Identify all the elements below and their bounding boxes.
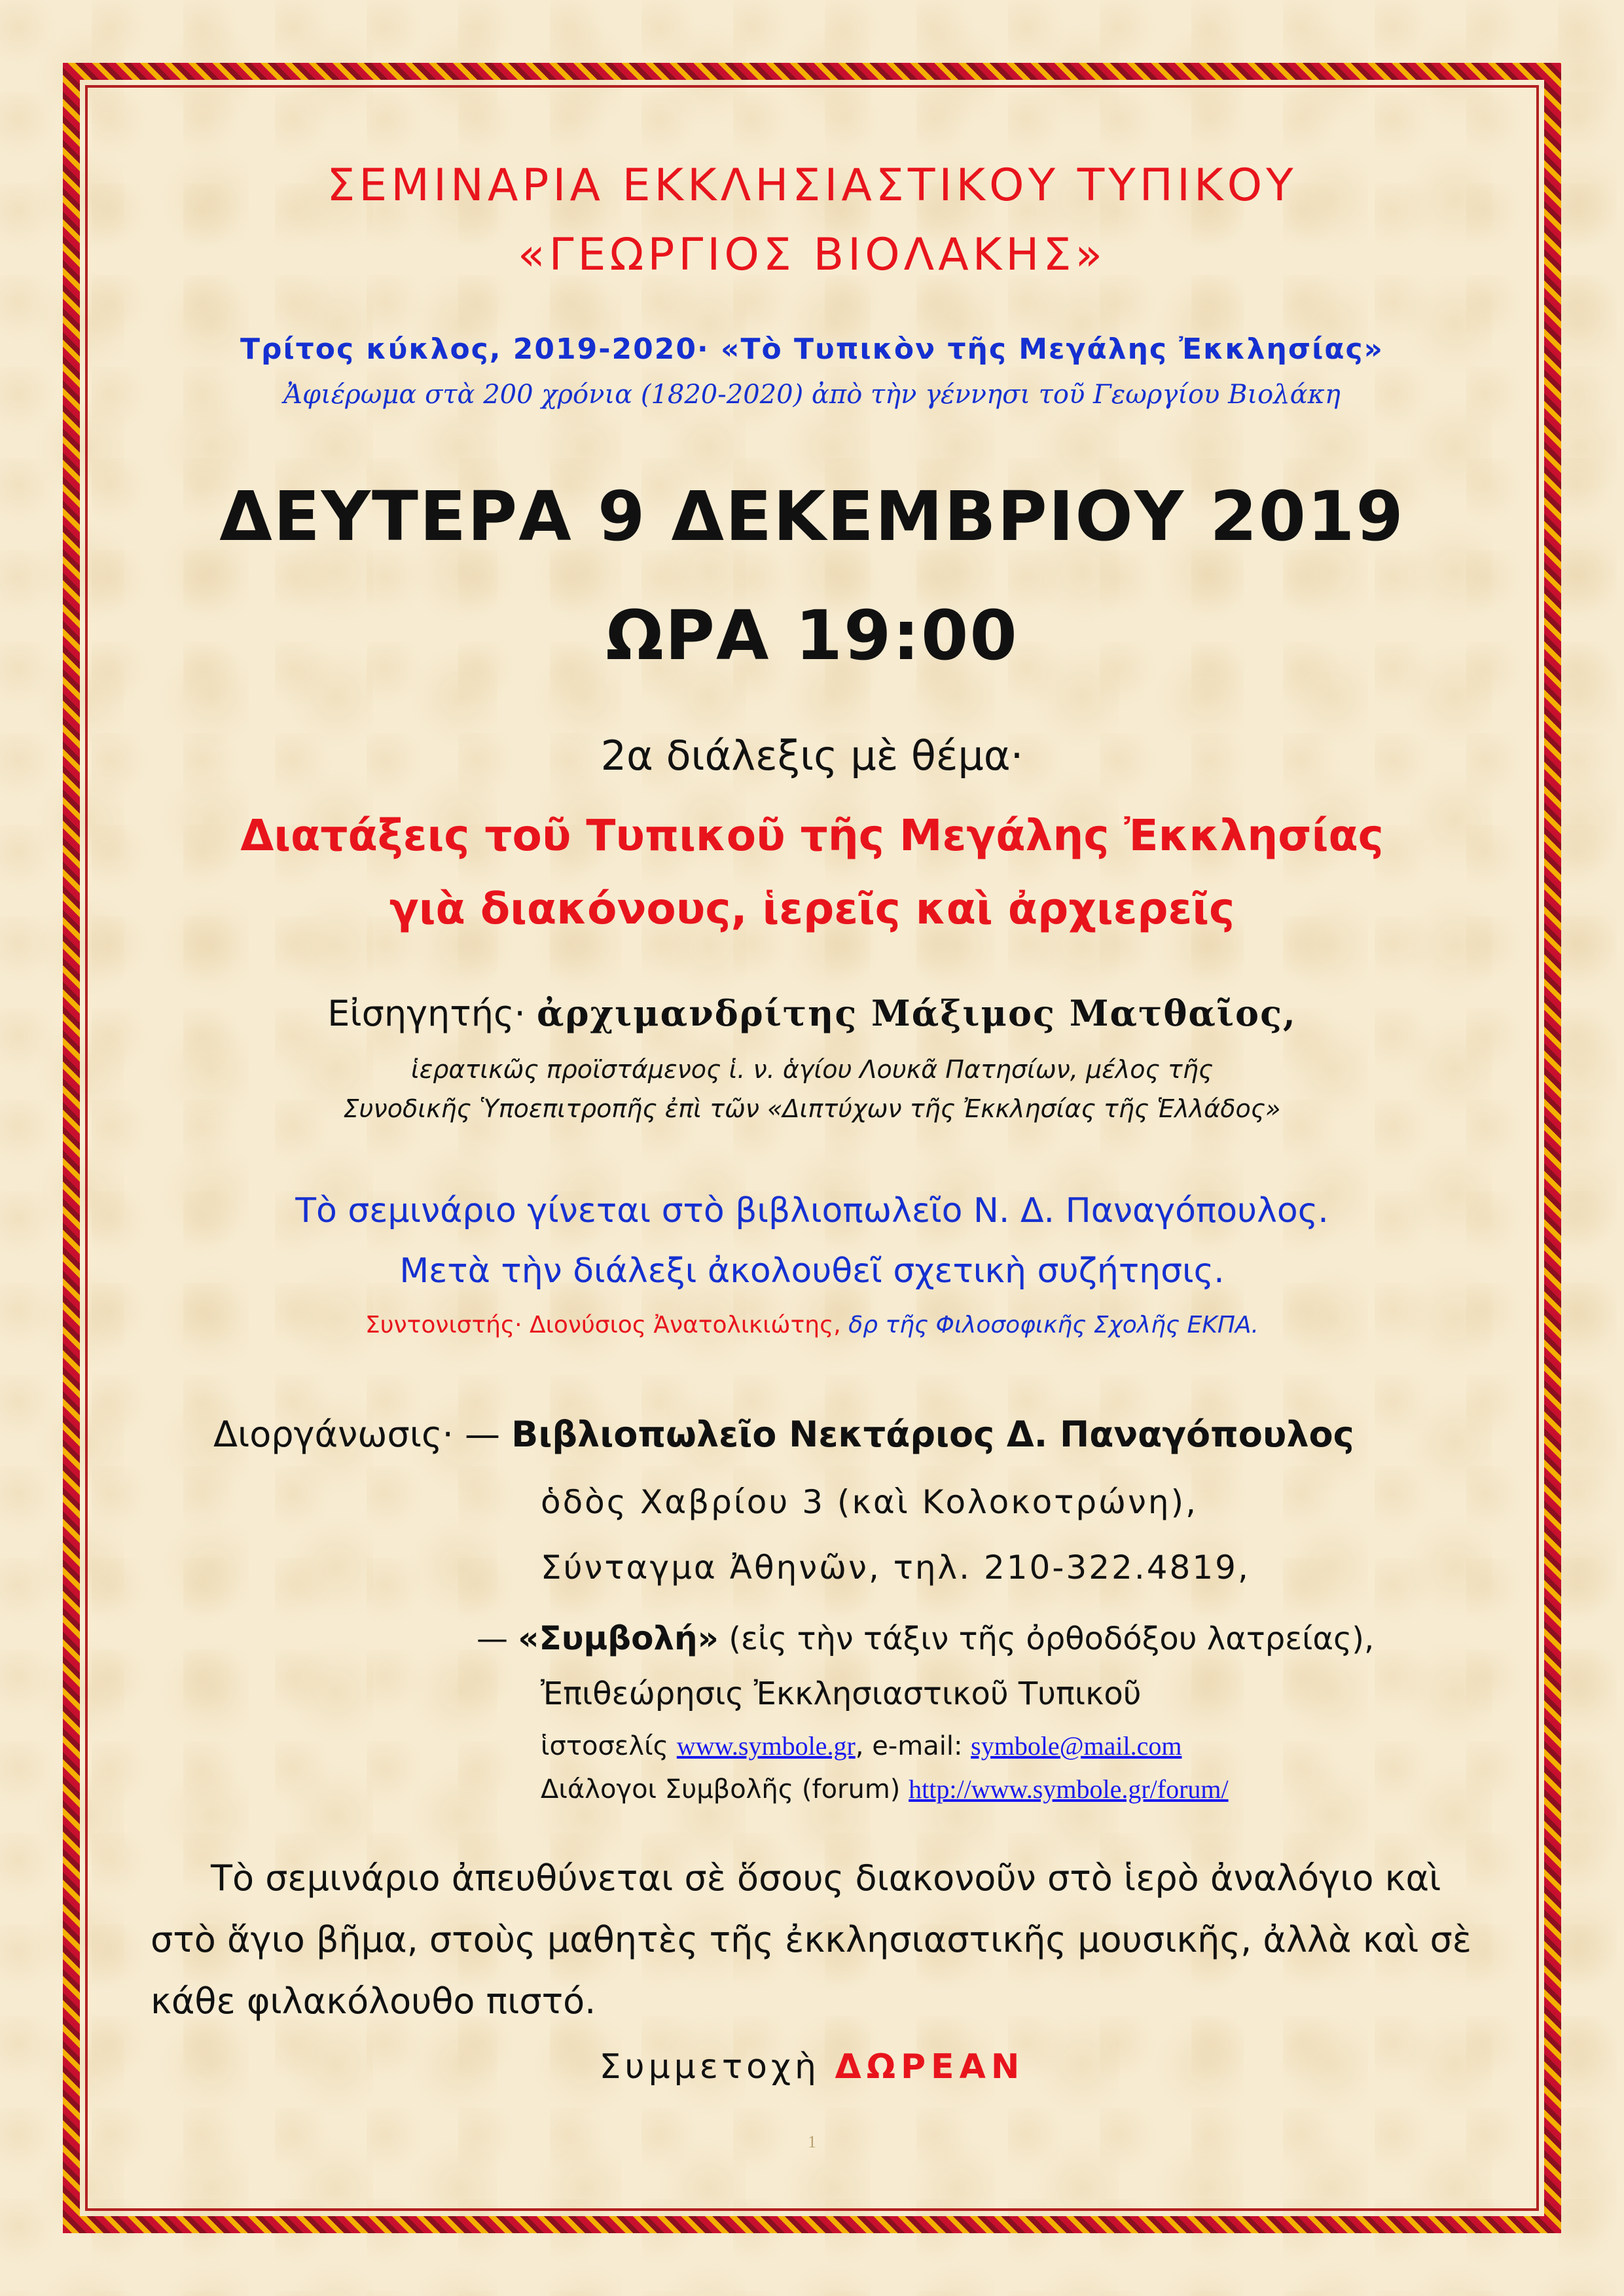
- closing-paragraph-line2: στὸ ἅγιο βῆμα, στοὺς μαθητὲς τῆς ἐκκλησιαστικῆς μουσικῆς, ἀλλὰ καὶ σὲ: [151, 1919, 1471, 1960]
- organizer2-name: «Συμβολή»: [518, 1619, 719, 1657]
- forum-label: Διάλογοι Συμβολῆς (forum): [541, 1774, 901, 1804]
- organizer2-desc: (εἰς τὴν τάξιν τῆς ὀρθοδόξου λατρείας),: [729, 1621, 1375, 1657]
- lecture-topic-line2: γιὰ διακόνους, ἱερεῖς καὶ ἀρχιερεῖς: [389, 884, 1235, 934]
- event-time: ΩΡΑ 19:00: [605, 596, 1019, 675]
- coordinator-label: Συντονιστής·: [365, 1312, 522, 1338]
- organizer2-dash: —: [477, 1621, 508, 1657]
- organization-label: Διοργάνωσις· —: [213, 1414, 500, 1455]
- closing-paragraph-line1: Τὸ σεμινάριο ἀπευθύνεται σὲ ὅσους διακονοῦν στὸ ἱερὸ ἀναλόγιο καὶ: [211, 1857, 1441, 1899]
- email-link[interactable]: symbole@mail.com: [971, 1731, 1182, 1761]
- website-link[interactable]: www.symbole.gr: [676, 1731, 856, 1761]
- organizer1-name: Βιβλιοπωλεῖο Νεκτάριος Δ. Παναγόπουλος: [511, 1414, 1354, 1455]
- organization-line: [213, 1414, 1354, 1455]
- organizer2-subtitle: Ἐπιθεώρησις Ἐκκλησιαστικοῦ Τυπικοῦ: [541, 1676, 1142, 1712]
- event-date: ΔΕΥΤΕΡΑ 9 ΔΕΚΕΜΒΡΙΟΥ 2019: [219, 476, 1405, 556]
- address-line1: ὁδὸς Χαβρίου 3 (καὶ Κολοκοτρώνη),: [541, 1483, 1199, 1521]
- seminar-title: ΣΕΜΙΝΑΡΙΑ ΕΚΚΛΗΣΙΑΣΤΙΚΟΥ ΤΥΠΙΚΟΥ: [327, 160, 1297, 211]
- speaker-line: [0, 992, 1624, 1034]
- address-line2: Σύνταγμα Ἀθηνῶν, τηλ. 210-322.4819,: [541, 1549, 1250, 1587]
- participation-line: [0, 2047, 1624, 2087]
- organizer2-line: [477, 1619, 1374, 1657]
- coordinator-line: [0, 1312, 1624, 1338]
- participation-value: ΔΩΡΕΑΝ: [835, 2047, 1025, 2087]
- venue-line1: Τὸ σεμινάριο γίνεται στὸ βιβλιοπωλεῖο Ν. Δ. Παναγόπουλος.: [295, 1191, 1329, 1230]
- speaker-name: ἀρχιμανδρίτης Μάξιμος Ματθαῖος,: [537, 992, 1297, 1034]
- page-number: 1: [808, 2132, 816, 2151]
- coordinator-name: Διονύσιος Ἀνατολικιώτης,: [530, 1312, 841, 1338]
- contact-line: [541, 1731, 1182, 1761]
- email-label: , e-mail:: [855, 1731, 963, 1761]
- lecture-topic-line1: Διατάξεις τοῦ Τυπικοῦ τῆς Μεγάλης Ἐκκλησίας: [240, 810, 1384, 861]
- closing-paragraph-line3: κάθε φιλακόλουθο πιστό.: [151, 1981, 596, 2022]
- forum-link[interactable]: http://www.symbole.gr/forum/: [909, 1774, 1229, 1804]
- coordinator-title: δρ τῆς Φιλοσοφικῆς Σχολῆς ΕΚΠΑ.: [848, 1312, 1259, 1338]
- tribute-subtitle: Ἀφιέρωμα στὰ 200 χρόνια (1820-2020) ἀπὸ τὴν γέννησι τοῦ Γεωργίου Βιολάκη: [283, 380, 1341, 410]
- website-label: ἱστοσελίς: [541, 1731, 669, 1761]
- lecture-intro: 2α διάλεξις μὲ θέμα·: [600, 732, 1024, 780]
- speaker-affiliation-line2: Συνοδικῆς Ὑποεπιτροπῆς ἐπὶ τῶν «Διπτύχων τῆς Ἐκκλησίας τῆς Ἑλλάδος»: [343, 1094, 1281, 1123]
- speaker-label: Εἰσηγητής·: [327, 993, 526, 1034]
- participation-label: Συμμετοχὴ: [599, 2047, 820, 2087]
- forum-line: [541, 1774, 1229, 1804]
- seminar-name: «ΓΕΩΡΓΙΟΣ ΒΙΟΛΑΚΗΣ»: [517, 229, 1107, 281]
- cycle-subtitle: Τρίτος κύκλος, 2019-2020· «Τὸ Τυπικὸν τῆς Μεγάλης Ἐκκλησίας»: [240, 332, 1384, 366]
- speaker-affiliation-line1: ἱερατικῶς προϊστάμενος ἱ. ν. ἁγίου Λουκᾶ Πατησίων, μέλος τῆς: [410, 1055, 1214, 1084]
- venue-line2: Μετὰ τὴν διάλεξι ἀκολουθεῖ σχετικὴ συζήτησις.: [399, 1251, 1225, 1291]
